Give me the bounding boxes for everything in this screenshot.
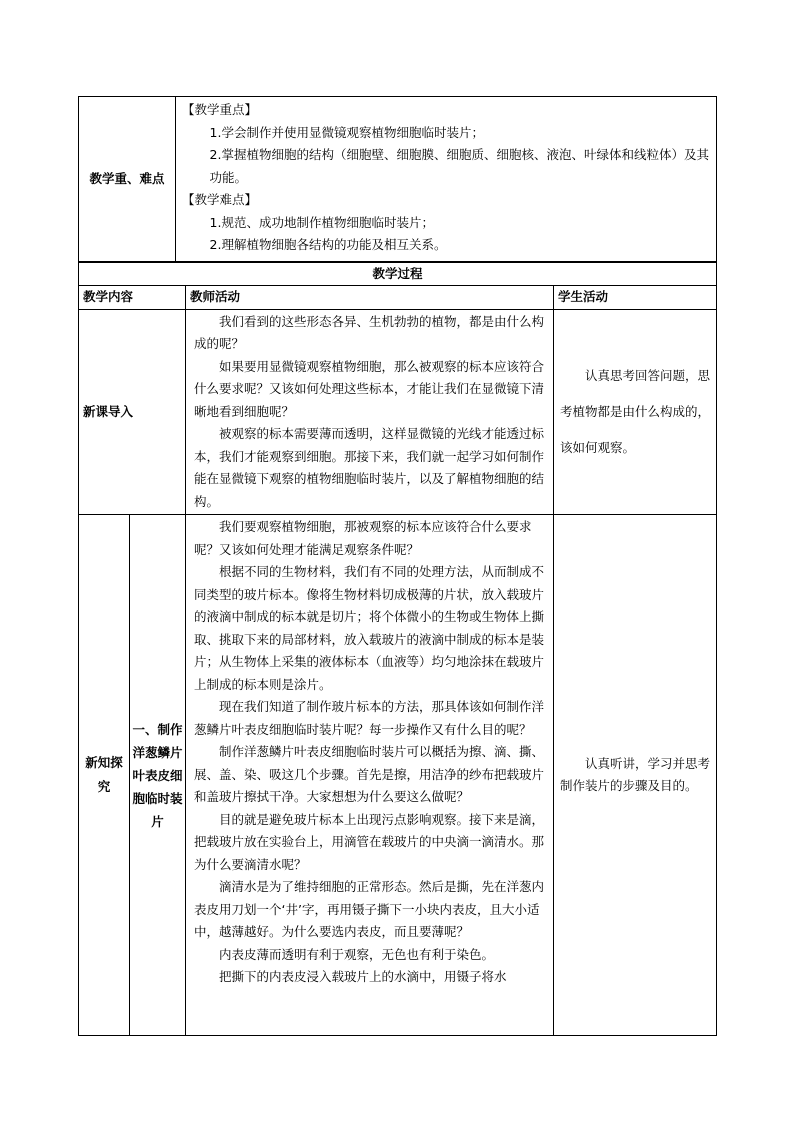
explore-teacher-paragraph: 滴清水是为了维持细胞的正常形态。然后是撕，先在洋葱内表皮用刀划一个‘井’字，再用镊子撕下一小块内表皮，且大小适中，越薄越好。为什么要选内表皮，而且要薄呢？ — [194, 879, 545, 939]
explore-sub-label: 一、制作洋葱鳞片叶表皮细胞临时装片 — [130, 515, 186, 1036]
explore-student — [554, 515, 717, 1036]
intro-teacher-paragraph: 我们看到的这些形态各异、生机勃勃的植物，都是由什么构成的呢？ — [194, 313, 545, 351]
explore-teacher-paragraph: 现在我们知道了制作玻片标本的方法，那具体该如何制作洋葱鳞片叶表皮细胞临时装片呢？每一步操作又有什么目的呢？ — [194, 699, 545, 737]
explore-label: 新知探究 — [79, 515, 130, 1036]
intro-student-text: 认真思考回答问题，思考植物都是由什么构成的，该如何观察。 — [560, 367, 711, 455]
explore-teacher-paragraph: 制作洋葱鳞片叶表皮细胞临时装片可以概括为擦、滴、撕、展、盖、染、吸这几个步骤。首先是擦，用洁净的纱布把载玻片和盖玻片擦拭干净。大家想想为什么要这么做呢？ — [194, 744, 545, 804]
explore-teacher-paragraph: 内表皮薄而透明有利于观察，无色也有利于染色。 — [219, 946, 495, 962]
difficulty-title: 【教学难点】 — [182, 192, 258, 207]
intro-row — [79, 309, 717, 515]
explore-student-text: 认真听讲，学习并思考制作装片的步骤及目的。 — [560, 755, 711, 793]
explore-teacher-paragraph: 我们要观察植物细胞，那被观察的标本应该符合什么要求呢？又该如何处理才能满足观察条件呢？ — [194, 519, 532, 557]
key-point-item: 1.学会制作并使用显微镜观察植物细胞临时装片； — [209, 124, 484, 140]
explore-row — [79, 515, 717, 1036]
explore-teacher-paragraph: 把撕下的内表皮浸入载玻片上的水滴中，用镊子将水 — [219, 969, 507, 984]
header-teacher: 教师活动 — [186, 286, 554, 310]
intro-teacher — [186, 309, 554, 515]
header-content: 教学内容 — [79, 286, 186, 310]
header-student: 学生活动 — [554, 286, 717, 310]
explore-teacher-paragraph: 根据不同的生物材料，我们有不同的处理方法，从而制成不同类型的玻片标本。像将生物材料切成极薄的片状，放入载玻片的液滴中制成的标本就是切片；将个体微小的生物或生物体上撕取、挑取下来的局部材料，放入载玻片的液滴中制成的标本是装片；从生物体上采集的液体标本（血液等）均匀地涂抹在载玻片上制成的标本则是涂片。 — [194, 564, 545, 692]
explore-teacher-paragraph: 目的就是避免玻片标本上出现污点影响观察。接下来是滴，把载玻片放在实验台上，用滴管在载玻片的中央滴一滴清水。那为什么要滴清水呢？ — [194, 811, 545, 872]
lesson-plan-page — [78, 96, 716, 1036]
explore-teacher — [186, 515, 554, 1036]
focus-row — [79, 97, 717, 262]
process-title: 教学过程 — [79, 262, 717, 286]
focus-content — [176, 97, 717, 262]
column-header-row — [79, 286, 717, 310]
focus-label: 教学重、难点 — [79, 97, 176, 262]
key-points-title: 【教学重点】 — [182, 102, 258, 117]
difficulty-item: 1.规范、成功地制作植物细胞临时装片； — [209, 214, 434, 230]
difficulty-item: 2.理解植物细胞各结构的功能及相互关系。 — [209, 237, 447, 252]
process-title-row — [79, 262, 717, 286]
intro-student — [554, 309, 717, 515]
intro-label: 新课导入 — [79, 309, 186, 515]
intro-teacher-paragraph: 被观察的标本需要薄而透明，这样显微镜的光线才能透过标本，我们才能观察到细胞。那接下来，我们就一起学习如何制作能在显微镜下观察的植物细胞临时装片，以及了解植物细胞的结构。 — [194, 426, 545, 509]
intro-teacher-paragraph: 如果要用显微镜观察植物细胞，那么被观察的标本应该符合什么要求呢？又该如何处理这些标本，才能让我们在显微镜下清晰地看到细胞呢？ — [194, 358, 545, 419]
key-point-item: 2.掌握植物细胞的结构（细胞壁、细胞膜、细胞质、细胞核、液泡、叶绿体和线粒体）及其功能。 — [209, 147, 709, 185]
lesson-plan-table — [78, 96, 717, 1036]
